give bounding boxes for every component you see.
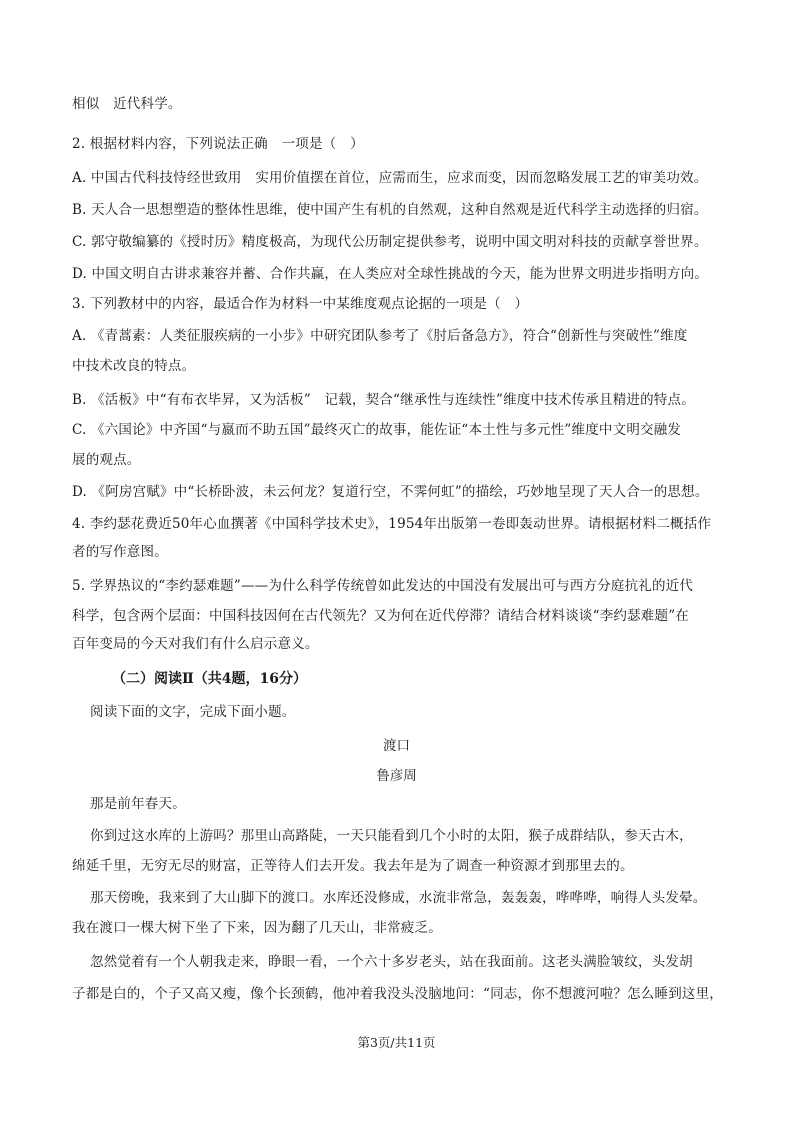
question-4-cont: 者的写作意图。 — [72, 544, 168, 560]
question-4: 4. 李约瑟花费近50年心血撰著《中国科学技术史》，1954年出版第一卷即轰动世界。请根据材料二概括作 — [72, 516, 712, 532]
option-2d: D. 中国文明自古讲求兼容并蓄、合作共赢，在人类应对全球性挑战的今天，能为世界文明进步指明方向。 — [72, 266, 709, 282]
reading-instruction: 阅读下面的文字，完成下面小题。 — [90, 704, 296, 720]
question-5-cont2: 百年变局的今天对我们有什么启示意义。 — [72, 636, 319, 652]
story-paragraph-cont: 子都是白的，个子又高又瘦，像个长颈鹤，他冲着我没头没脑地问：“同志，你不想渡河啦？怎么睡到这里， — [72, 986, 723, 1002]
story-paragraph: 你到过这水库的上游吗？那里山高路陡，一天只能看到几个小时的太阳，猴子成群结队，参天古木， — [90, 828, 693, 844]
story-paragraph: 那是前年春天。 — [90, 796, 186, 812]
option-2b: B. 天人合一思想塑造的整体性思维，使中国产生有机的自然观，这种自然观是近代科学主动选择的归宿。 — [72, 202, 708, 218]
story-paragraph: 忽然觉着有一个人朝我走来，睁眼一看，一个六十多岁老头，站在我面前。这老头满脸皱纹，头发胡 — [90, 954, 693, 970]
text-line: 相似 近代科学。 — [72, 96, 182, 112]
question-3: 3. 下列教材中的内容，最适合作为材料一中某维度观点论据的一项是（ ） — [72, 296, 529, 312]
story-paragraph-cont: 绵延千里，无穷无尽的财富，正等待人们去开发。我去年是为了调查一种资源才到那里去的。 — [72, 858, 634, 874]
story-author: 鲁彦周 — [376, 768, 417, 784]
question-2: 2. 根据材料内容，下列说法正确 一项是（ ） — [72, 136, 364, 152]
story-paragraph-cont: 我在渡口一棵大树下坐了下来，因为翻了几天山，非常疲乏。 — [72, 920, 442, 936]
story-paragraph: 那天傍晚，我来到了大山脚下的渡口。水库还没修成，水流非常急，轰轰轰，哗哗哗，响得人头发晕。 — [90, 890, 707, 906]
section-heading: （二）阅读Ⅱ（共4题，16分） — [112, 671, 308, 687]
page-number: 第3页/共11页 — [357, 1035, 436, 1050]
question-5: 5. 学界热议的“李约瑟难题”——为什么科学传统曾如此发达的中国没有发展出可与西方分庭抗礼的近代 — [72, 578, 694, 594]
option-2c: C. 郭守敬编纂的《授时历》精度极高，为现代公历制定提供参考，说明中国文明对科技的贡献享誉世界。 — [72, 234, 708, 250]
option-3c: C. 《六国论》中齐国“与嬴而不助五国”最终灭亡的故事，能佐证“本土性与多元性”维度中文明交融发 — [72, 422, 682, 438]
story-title: 渡口 — [383, 738, 410, 754]
option-3c-cont: 展的观点。 — [72, 452, 141, 468]
option-3d: D. 《阿房宫赋》中“长桥卧波，未云何龙？复道行空，不霁何虹”的描绘，巧妙地呈现了天人合一的思想。 — [72, 484, 709, 500]
option-2a: A. 中国古代科技恃经世致用 实用价值摆在首位，应需而生，应求而变，因而忽略发展工艺的审美功效。 — [72, 170, 708, 186]
option-3a: A. 《青蒿素：人类征服疾病的一小步》中研究团队参考了《肘后备急方》，符合“创新性与突破性”维度 — [72, 328, 688, 344]
option-3b: B. 《活板》中“有布衣毕昇，又为活板” 记载，契合“继承性与连续性”维度中技术传承且精进的特点。 — [72, 392, 695, 408]
option-3a-cont: 中技术改良的特点。 — [72, 358, 196, 374]
question-5-cont: 科学，包含两个层面：中国科技因何在古代领先？又为何在近代停滞？请结合材料谈谈“李约瑟难题”在 — [72, 608, 690, 624]
